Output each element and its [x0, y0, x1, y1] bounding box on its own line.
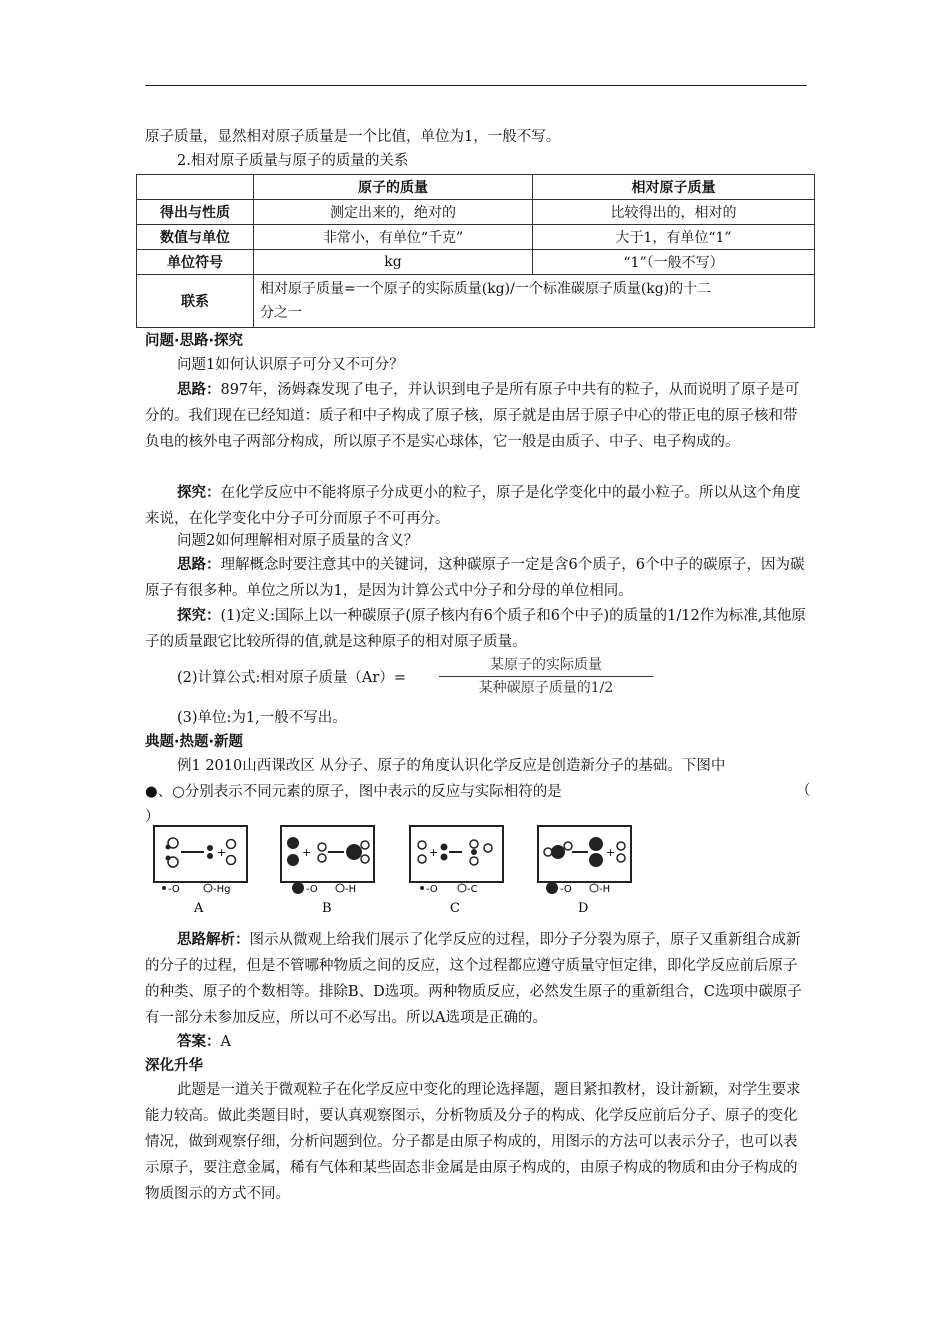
table-cell: 测定出来的，绝对的 — [254, 200, 533, 225]
svg-text:-O: -O — [560, 884, 572, 895]
section-title: 2.相对原子质量与原子的质量的关系 — [177, 153, 409, 169]
row-label: 得出与性质 — [137, 200, 254, 225]
label: 思路解析： — [177, 932, 250, 948]
formula-prefix: (2)计算公式:相对原子质量（Ar）= — [177, 670, 406, 686]
row-label: 数值与单位 — [137, 225, 254, 250]
relation-line: 分之一 — [260, 305, 302, 321]
paragraph: (1)定义:国际上以一种碳原子(原子核内有6个质子和6个中子)的质量的1/12作为标准,其他原子的质量跟它比较所得的值,就是这种原子的相对原子质量。 — [145, 608, 806, 650]
row-label: 联系 — [137, 275, 254, 328]
table-cell: 非常小，有单位“千克” — [254, 225, 533, 250]
svg-text:+: + — [302, 846, 312, 859]
paragraph: 在化学反应中不能将原子分成更小的粒子，原子是化学变化中的最小粒子。所以从这个角度来说，在化学变化中分子可分而原子不可再分。 — [145, 485, 801, 527]
answer-line — [145, 1029, 807, 1055]
numerator: 某原子的实际质量 — [490, 657, 602, 673]
section-heading: 典题·热题·新题 — [145, 734, 244, 750]
table-cell: kg — [254, 250, 533, 275]
answer-paren-close: ） — [145, 809, 160, 825]
label: 探究： — [177, 608, 221, 624]
label: 答案： — [177, 1034, 221, 1050]
table-row — [137, 275, 815, 328]
example-line: 例1 2010山西课改区 从分子、原子的角度认识化学反应是创造新分子的基础。下图中 — [177, 758, 726, 774]
q1-explore — [145, 480, 807, 532]
example-line: ●、○分别表示不同元素的原子，图中表示的反应与实际相符的是 — [145, 784, 562, 800]
intro-line: 原子质量，显然相对原子质量是一个比值，单位为1，一般不写。 — [145, 129, 561, 145]
comparison-table — [136, 174, 815, 328]
svg-text:-O: -O — [306, 884, 318, 895]
option-label-d: D — [578, 901, 589, 916]
analysis — [145, 927, 807, 1031]
option-label-c: C — [450, 901, 460, 916]
svg-text:+: + — [217, 846, 227, 859]
svg-text:-O: -O — [426, 884, 438, 895]
unit-line: (3)单位:为1,一般不写出。 — [177, 710, 347, 726]
reaction-figure — [144, 820, 644, 920]
section-heading: 问题·思路·探究 — [145, 333, 244, 349]
q2-thinking — [145, 552, 807, 604]
denominator: 某种碳原子质量的1/2 — [478, 680, 614, 696]
deepen-paragraph: 此题是一道关于微观粒子在化学反应中变化的理论选择题，题目紧扣教材，设计新颖，对学生要求能力较高。做此类题目时，要认真观察图示，分析物质及分子的构成、化学反应前后分子、原子的变化情况，做到观察仔细，分析问题到位。分子都是由原子构成的，用图示的方法可以表示分子，也可以表示原子，要注意金属，稀有气体和某些固态非金属是由原子构成的，由原子构成的物质和由分子构成的物质图示的方式不同。 — [145, 1082, 801, 1202]
option-b-diagram — [281, 826, 374, 916]
svg-text:-H: -H — [345, 884, 357, 895]
answer-paren-open: （ — [796, 783, 811, 799]
section-heading: 深化升华 — [145, 1058, 203, 1074]
label: 思路： — [177, 382, 221, 398]
row-label: 单位符号 — [137, 250, 254, 275]
question-2: 问题2如何理解相对原子质量的含义？ — [177, 533, 419, 549]
svg-text:+: + — [606, 846, 616, 859]
table-row — [137, 250, 815, 275]
answer-value: A — [220, 1034, 231, 1050]
formula — [177, 655, 677, 699]
q1-thinking — [145, 377, 807, 455]
option-c-diagram — [410, 826, 503, 916]
table-cell: “1”（一般不写） — [533, 250, 815, 275]
option-d-diagram — [538, 826, 631, 916]
table-header-cell — [137, 175, 254, 200]
paragraph: 理解概念时要注意其中的关键词，这种碳原子一定是含6个质子，6个中子的碳原子，因为碳原子有很多种。单位之所以为1，是因为计算公式中分子和分母的单位相同。 — [145, 557, 805, 599]
table-row — [137, 200, 815, 225]
option-label-b: B — [322, 901, 332, 916]
table-header-row — [137, 175, 815, 200]
question-1: 问题1如何认识原子可分又不可分？ — [177, 357, 404, 373]
reaction-diagram — [144, 820, 644, 920]
table-header-cell: 原子的质量 — [254, 175, 533, 200]
svg-text:-H: -H — [599, 884, 611, 895]
q2-explore — [145, 603, 807, 655]
fraction-bar — [439, 676, 653, 677]
label: 思路： — [177, 557, 221, 573]
label: 探究： — [177, 485, 221, 501]
fraction — [439, 655, 653, 698]
svg-text:-Hg: -Hg — [213, 884, 231, 895]
table-row — [137, 225, 815, 250]
relation-cell — [254, 275, 815, 328]
option-label-a: A — [194, 901, 204, 916]
header-rule — [145, 85, 807, 86]
table-header-cell: 相对原子质量 — [533, 175, 815, 200]
paragraph: 897年，汤姆森发现了电子，并认识到电子是所有原子中共有的粒子，从而说明了原子是可分的。我们现在已经知道：质子和中子构成了原子核，原子就是由居于原子中心的带正电的原子核和带负电的核外电子两部分构成，所以原子不是实心球体，它一般是由质子、中子、电子构成的。 — [145, 382, 800, 450]
svg-text:-C: -C — [467, 884, 478, 895]
svg-text:+: + — [429, 846, 439, 859]
option-a-diagram — [154, 826, 247, 916]
table-cell: 大于1，有单位“1” — [533, 225, 815, 250]
relation-line: 相对原子质量=一个原子的实际质量(kg)/一个标准碳原子质量(kg)的十二 — [260, 281, 712, 297]
paragraph: 图示从微观上给我们展示了化学反应的过程，即分子分裂为原子，原子又重新组合成新的分子的过程，但是不管哪种物质之间的反应，这个过程都应遵守质量守恒定律，即化学反应前后原子的种类、原子的个数相等。排除B、D选项。两种物质反应，必然发生原子的重新组合，C选项中碳原子有一部分未参加反应，所以可不必写出。所以A选项是正确的。 — [145, 932, 802, 1026]
svg-text:-O: -O — [168, 884, 180, 895]
table-cell: 比较得出的，相对的 — [533, 200, 815, 225]
